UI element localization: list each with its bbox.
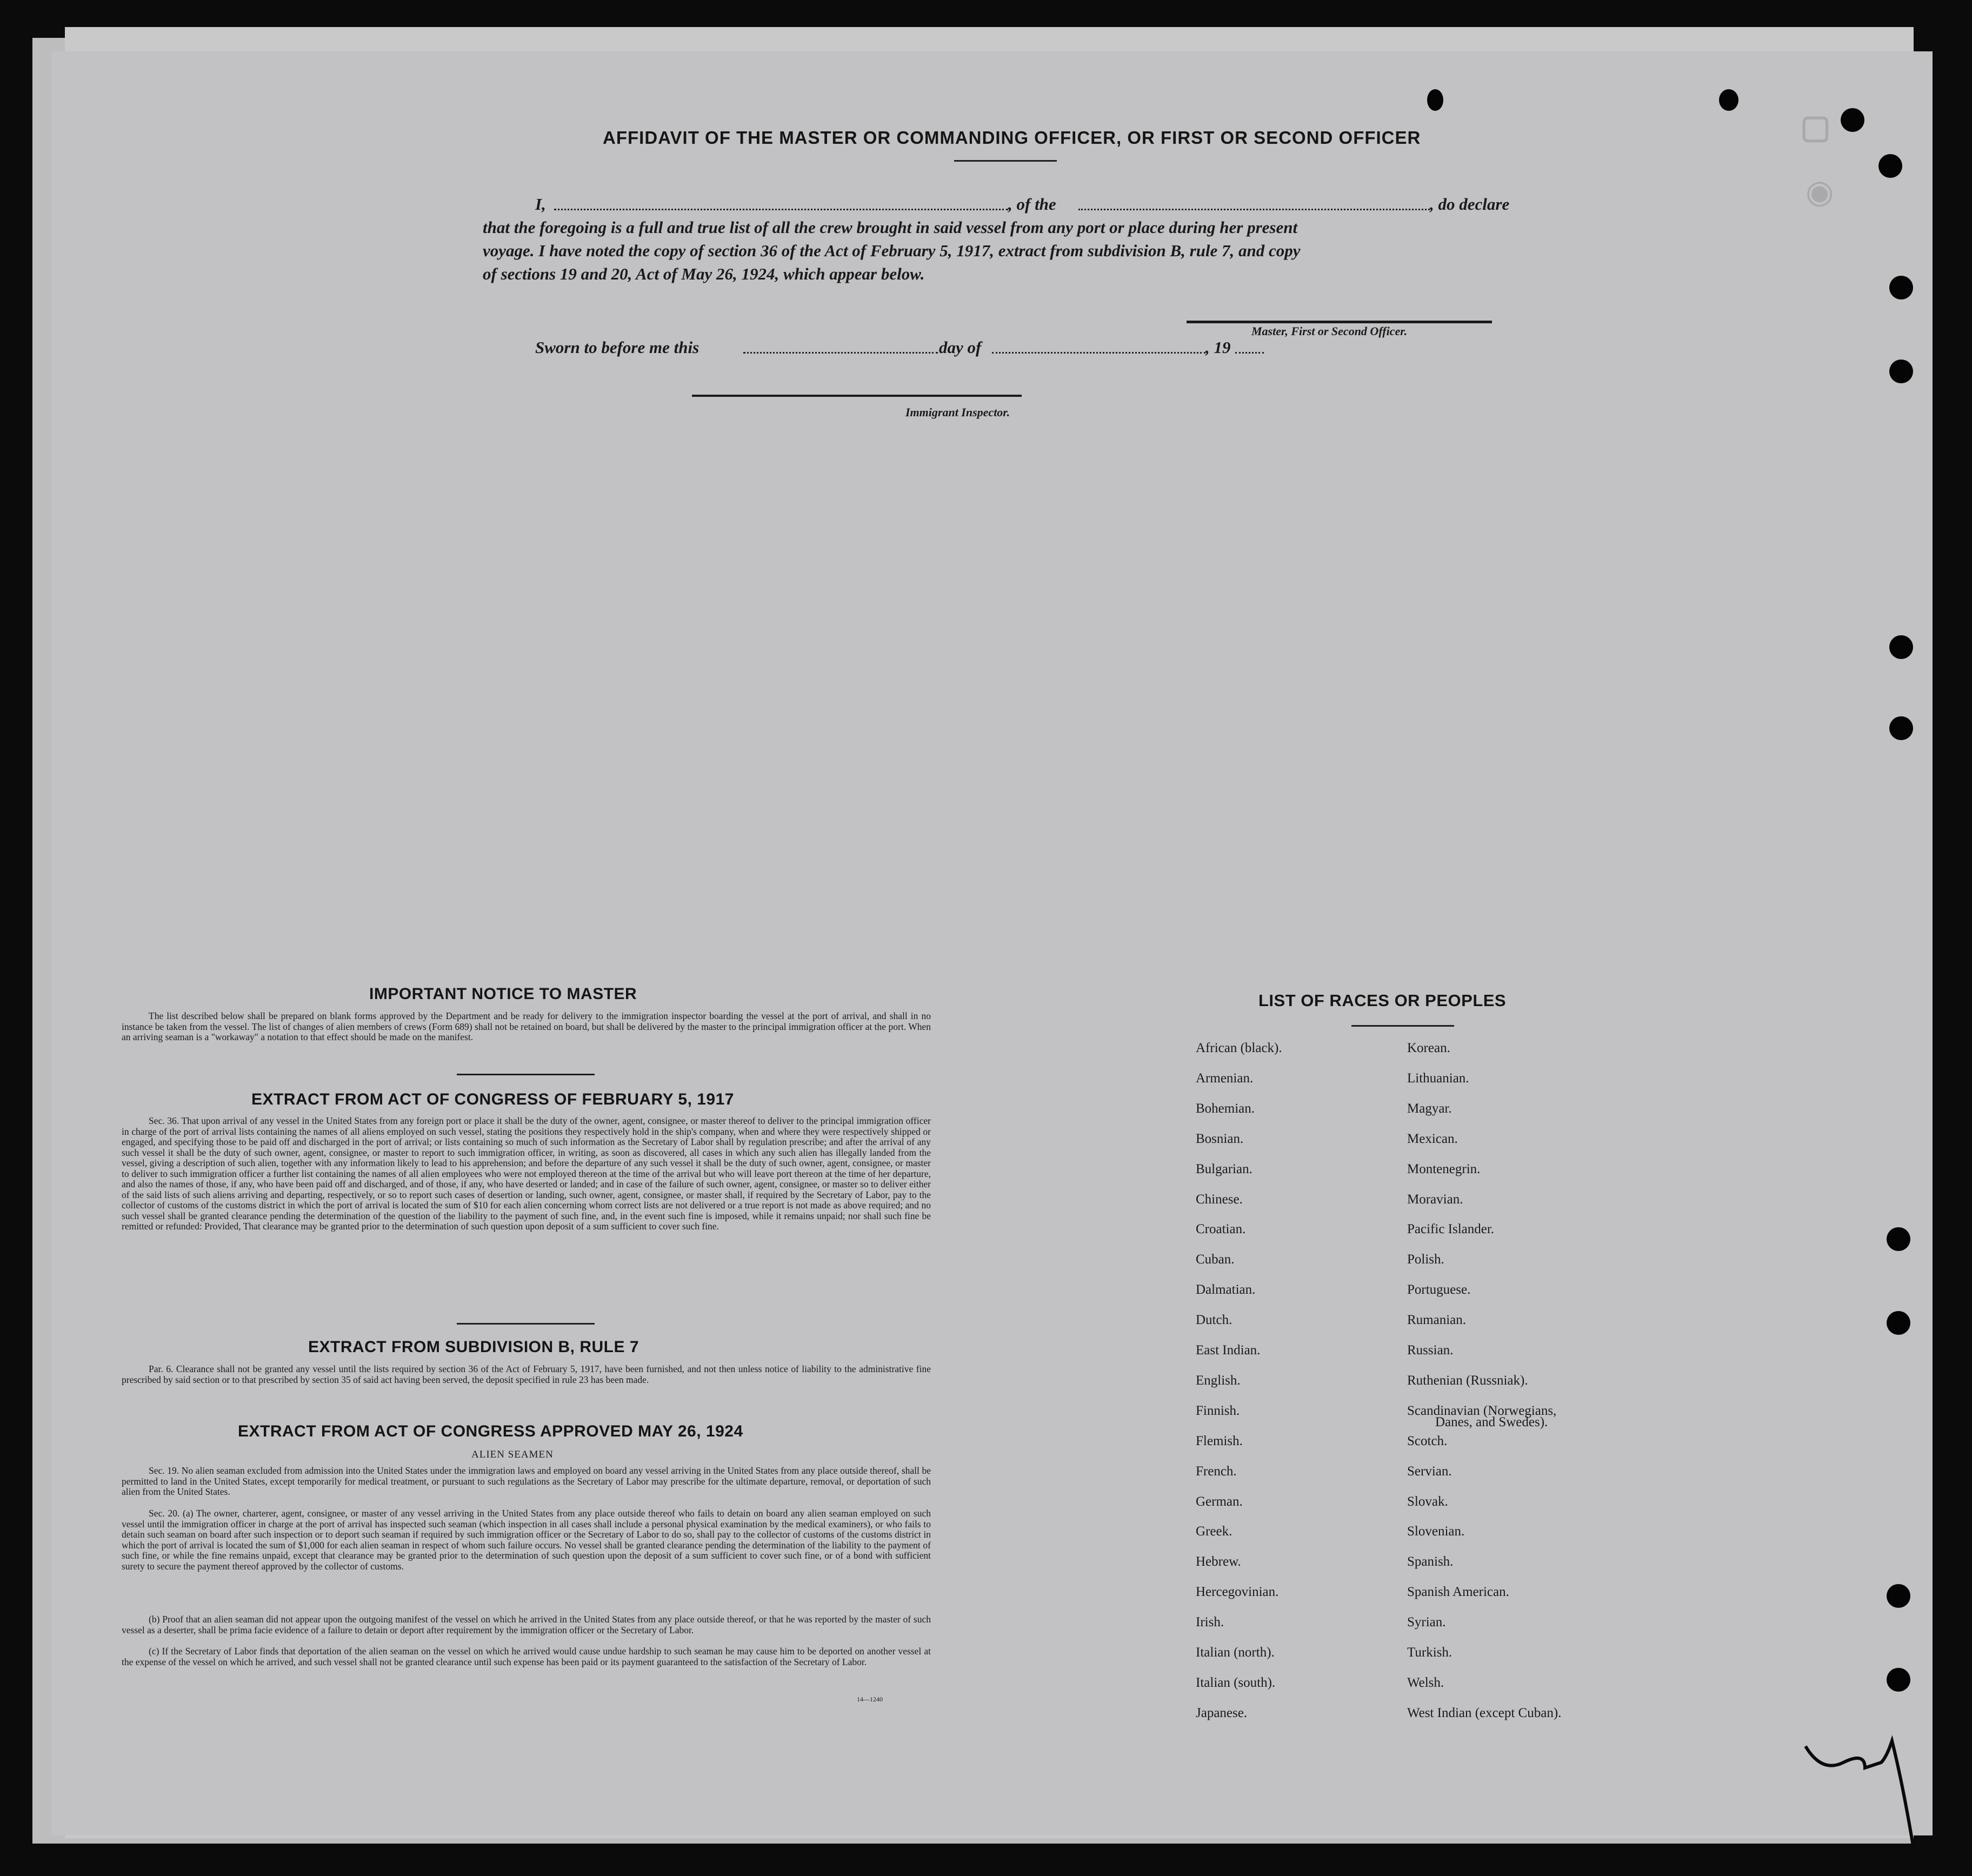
race-item-continuation: Danes, and Swedes). — [1435, 1415, 1548, 1429]
race-item: Korean. — [1407, 1041, 1450, 1055]
race-item: Scotch. — [1407, 1433, 1448, 1448]
punch-hole-icon — [1878, 154, 1902, 178]
handwritten-mark-icon — [1800, 1725, 1924, 1860]
title-divider — [954, 160, 1057, 162]
race-item: Moravian. — [1407, 1192, 1463, 1207]
race-item: Japanese. — [1196, 1705, 1248, 1720]
sworn-month-field[interactable] — [992, 352, 1205, 354]
inspector-label: Immigrant Inspector. — [905, 405, 1010, 419]
race-item: Rumanian. — [1407, 1313, 1467, 1328]
name-blank-field[interactable] — [554, 209, 1008, 210]
race-item: Ruthenian (Russniak). — [1407, 1373, 1528, 1388]
race-item: West Indian (except Cuban). — [1407, 1705, 1562, 1720]
affidavit-of-the-label: , of the — [1008, 195, 1056, 214]
races-divider — [1351, 1025, 1454, 1027]
master-signature-line[interactable] — [1187, 321, 1492, 323]
race-item: Lithuanian. — [1407, 1070, 1469, 1086]
bleed-through-mark: ◉ — [1806, 174, 1834, 210]
race-item: Bulgarian. — [1196, 1161, 1253, 1176]
race-item: Finnish. — [1196, 1403, 1240, 1418]
race-item: Spanish. — [1407, 1554, 1454, 1569]
extract-1917-divider — [457, 1323, 595, 1325]
race-item: Servian. — [1407, 1463, 1452, 1479]
race-item: East Indian. — [1196, 1343, 1261, 1358]
race-item: Syrian. — [1407, 1615, 1446, 1630]
form-number: 14—1240 — [857, 1695, 883, 1703]
notice-title: IMPORTANT NOTICE TO MASTER — [369, 985, 637, 1003]
race-item: Bosnian. — [1196, 1131, 1244, 1146]
race-item: Flemish. — [1196, 1433, 1243, 1448]
race-item: Slovak. — [1407, 1494, 1448, 1509]
extract-1924-title: EXTRACT FROM ACT OF CONGRESS APPROVED MAY 26, 1924 — [238, 1422, 743, 1440]
sec-20c-text: (c) If the Secretary of Labor finds that deportation of the alien seaman on the vessel on which he arrived would cause undue hardship to such seaman he may cause him to be deported on another vessel at the expense of the vessel on which he arrived, and such vessel shall not be granted clearance until such expense has been paid or its payment guaranteed to the satisfaction of the Secretary of Labor. — [122, 1646, 931, 1667]
sworn-day-field[interactable] — [743, 352, 938, 354]
race-item: Dalmatian. — [1196, 1282, 1256, 1298]
affidavit-declare-label: , do declare — [1430, 195, 1510, 214]
punch-hole-icon — [1887, 1668, 1910, 1692]
extract-rule7-title: EXTRACT FROM SUBDIVISION B, RULE 7 — [308, 1338, 639, 1356]
race-item: Hebrew. — [1196, 1554, 1241, 1569]
race-item: Greek. — [1196, 1524, 1232, 1539]
race-item: African (black). — [1196, 1041, 1282, 1055]
sec-19-text: Sec. 19. No alien seaman excluded from admission into the United States under the immigration laws and employed on board any vessel arriving in the United States from any place outside thereof, shall be permitted to land in the United States, except temporarily for medical treatment, or pursuant to such regulations as the Secretary of Labor may prescribe for the ultimate departure, removal, or deportation of such alien from the United States. — [122, 1465, 931, 1497]
race-item: Scandinavian (Norwegians, — [1407, 1403, 1557, 1418]
race-item: Russian. — [1407, 1343, 1454, 1358]
sec-20b-text: (b) Proof that an alien seaman did not appear upon the outgoing manifest of the vessel on which he arrived in the United States from any place outside thereof, or that he was reported by the master of such vessel as a deserter, shall be prima facie evidence of a failure to detain or deport after requirement by the immigration officer or the Secretary of Labor. — [122, 1614, 931, 1635]
year-label: , 19 — [1205, 338, 1231, 357]
affidavit-title: AFFIDAVIT OF THE MASTER OR COMMANDING OFFICER, OR FIRST OR SECOND OFFICER — [603, 128, 1421, 148]
race-item: Magyar. — [1407, 1101, 1452, 1116]
races-title: LIST OF RACES OR PEOPLES — [1258, 991, 1507, 1010]
race-item: Chinese. — [1196, 1192, 1243, 1207]
day-of-label: day of — [939, 338, 982, 357]
race-item: Mexican. — [1407, 1131, 1458, 1146]
race-item: Irish. — [1196, 1615, 1224, 1630]
race-item: Montenegrin. — [1407, 1161, 1481, 1176]
race-item: Croatian. — [1196, 1222, 1246, 1237]
race-item: Pacific Islander. — [1407, 1222, 1495, 1237]
race-item: Armenian. — [1196, 1070, 1254, 1086]
punch-hole-icon — [1889, 360, 1913, 383]
race-item: English. — [1196, 1373, 1241, 1388]
notice-text: The list described below shall be prepared on blank forms approved by the Department and be ready for delivery to the immigration inspector boarding the vessel at the port of arrival, and shall in no instance be taken from the vessel. The list of changes of alien members of crews (Form 689) shall not be retained on board, but shall be delivered by the master to the principal immigration officer at the port. When an arriving seaman is a "workaway" a notation to that effect should be made on the manifest. — [122, 1010, 931, 1042]
extract-1917-text: Sec. 36. That upon arrival of any vessel in the United States from any foreign port or place it shall be the duty of the owner, agent, consignee, or master thereof to deliver to the principal immigration officer in charge of the port of arrival lists containing the names of all aliens employed on such vessel, stating the positions they respectively hold in the ship's company, when and where they were respectively shipped or engaged, and specifying those to be paid off and discharged in the port of arrival; or lists containing so much of such information as the Secretary of Labor shall by regulation prescribe; and after the arrival of any such vessel it shall be the duty of such owner, agent, consignee, or master to report to such immigration officer, in writing, as soon as discovered, all cases in which any such alien has illegally landed from the vessel, giving a description of such alien, together with any information likely to lead to his apprehension; and before the departure of any such vessel it shall be the duty of such owner, agent, consignee, or master to deliver to such immigration officer a further list containing the names of all alien employees who were not employed thereon at the time of the arrival but who will leave port thereon at the time of her departure, and also the names of those, if any, who have been paid off and discharged, and of those, if any, who have deserted or landed; and in case of the failure of such owner, agent, consignee, or master so to deliver either of the said lists of such aliens arriving and departing, respectively, or so to report such cases of desertion or landing, such owner, agent, consignee, or master shall, if required by the Secretary of Labor, pay to the collector of customs of the customs district in which the port of arrival is located the sum of $10 for each alien concerning whom correct lists are not delivered or a true report is not made as above required; and no such vessel shall be granted clearance pending the determination of the question of the liability to the payment of such fine, and, in the event such fine is imposed, while it remains unpaid; nor shall such fine be remitted or refunded: Provided, That clearance may be granted prior to the determination of such question upon deposit of a sum sufficient to cover such fine. — [122, 1115, 931, 1232]
race-item: Dutch. — [1196, 1313, 1232, 1328]
extract-1924-subtitle: ALIEN SEAMEN — [471, 1449, 554, 1460]
race-item: Italian (south). — [1196, 1675, 1276, 1690]
race-item: Portuguese. — [1407, 1282, 1471, 1298]
inspector-signature-line[interactable] — [692, 395, 1022, 397]
affidavit-line-3: voyage. I have noted the copy of section 36 of the Act of February 5, 1917, extract from subdivision B, rule 7, and copy — [483, 241, 1301, 260]
master-signature-label: Master, First or Second Officer. — [1251, 324, 1408, 338]
race-item: Italian (north). — [1196, 1645, 1275, 1660]
race-item: Spanish American. — [1407, 1585, 1509, 1600]
race-item: Polish. — [1407, 1252, 1444, 1267]
punch-hole-icon — [1719, 89, 1738, 111]
affidavit-i-label: I, — [535, 195, 546, 214]
race-item: French. — [1196, 1463, 1237, 1479]
race-item: Turkish. — [1407, 1645, 1453, 1660]
sec-20a-text: Sec. 20. (a) The owner, charterer, agent, consignee, or master of any vessel arriving in the United States from any place outside thereof who fails to detain on board any alien seaman employed on such vessel until the immigration officer in charge at the port of arrival has inspected such seaman (which inspection in all cases shall include a personal physical examination by the medical examiners), or who fails to detain such seaman on board after such inspection or to deport such seaman if required by such immigration officer or the Secretary of Labor to do so, shall pay to the collector of customs of the customs district in which the port of arrival is located the sum of $1,000 for each alien seaman in respect of whom such failure occurs. No vessel shall be granted clearance pending the determination of the liability to the payment of such fine, or while the fine remains unpaid, except that clearance may be granted prior to the determination of such question upon the deposit of a sum sufficient to cover such fine, or of a bond with sufficient surety to secure the payment thereof approved by the collector of customs. — [122, 1508, 931, 1572]
extract-1917-title: EXTRACT FROM ACT OF CONGRESS OF FEBRUARY 5, 1917 — [251, 1090, 734, 1108]
sworn-label: Sworn to before me this — [535, 338, 699, 357]
punch-hole-icon — [1887, 1311, 1910, 1335]
race-item: Bohemian. — [1196, 1101, 1255, 1116]
race-item: Welsh. — [1407, 1675, 1444, 1690]
punch-hole-icon — [1889, 716, 1913, 740]
vessel-blank-field[interactable] — [1078, 209, 1430, 210]
punch-hole-icon — [1887, 1584, 1910, 1608]
affidavit-line-4: of sections 19 and 20, Act of May 26, 1924, which appear below. — [483, 264, 925, 283]
affidavit-line-2: that the foregoing is a full and true list of all the crew brought in said vessel from any port or place during her present — [483, 218, 1298, 237]
sworn-year-field[interactable] — [1235, 352, 1264, 354]
extract-rule7-text: Par. 6. Clearance shall not be granted any vessel until the lists required by section 36 of the Act of February 5, 1917, have been furnished, and not then unless notice of liability to the administrative fine prescribed by said section or to that prescribed by section 35 of said act having been served, the deposit specified in rule 23 has been made. — [122, 1363, 931, 1385]
race-item: Cuban. — [1196, 1252, 1235, 1267]
punch-hole-icon — [1887, 1227, 1910, 1251]
race-item: Slovenian. — [1407, 1524, 1465, 1539]
punch-hole-icon — [1841, 108, 1864, 132]
notice-divider — [457, 1074, 595, 1075]
race-item: Hercegovinian. — [1196, 1585, 1279, 1600]
punch-hole-icon — [1889, 635, 1913, 659]
punch-hole-icon — [1889, 276, 1913, 300]
race-item: German. — [1196, 1494, 1243, 1509]
bleed-through-mark: ▢ — [1800, 109, 1831, 145]
punch-hole-icon — [1427, 89, 1443, 111]
